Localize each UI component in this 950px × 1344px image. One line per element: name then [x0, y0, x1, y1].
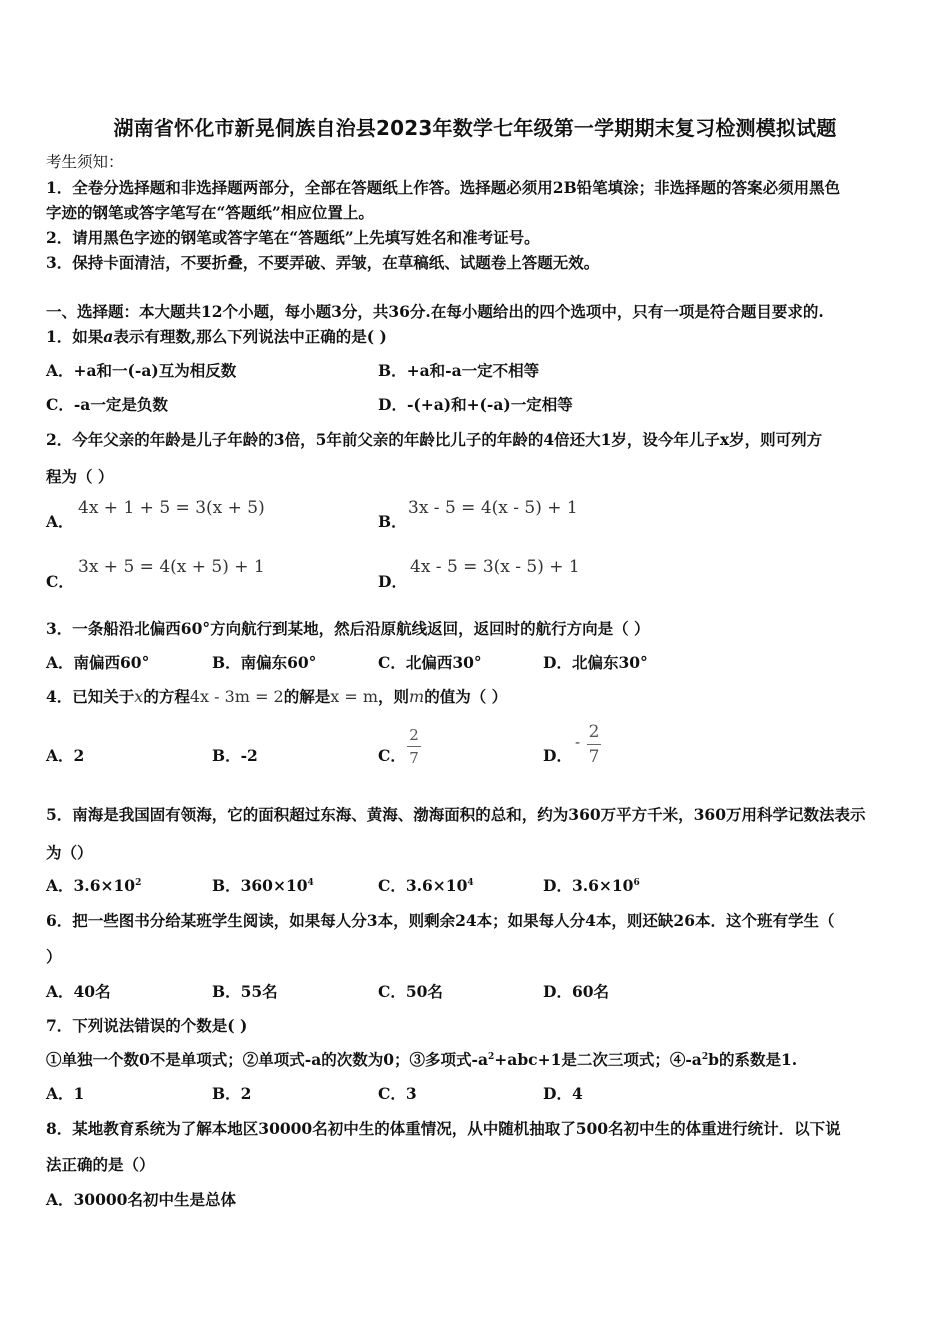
notice-item: 3．保持卡面清洁，不要折叠，不要弄破、弄皱，在草稿纸、试题卷上答题无效。 [46, 253, 600, 272]
q7-option-d: D．4 [543, 1084, 583, 1103]
q3-option-d: D．北偏东30° [543, 653, 648, 672]
q6-option-b: B．55名 [212, 982, 278, 1001]
q4-option-c-fraction: 2 7 [407, 726, 421, 767]
question-6-stem-cont: ） [46, 947, 62, 966]
q1-option-a: A．+a和一(-a)互为相反数 [46, 361, 237, 380]
notice-heading: 考生须知： [46, 153, 124, 171]
q8-option-a: A．30000名初中生是总体 [46, 1190, 236, 1209]
q4-option-d-sign: - [575, 733, 581, 751]
q3-option-b: B．南偏东60° [212, 653, 317, 672]
q1-option-c: C．-a一定是负数 [46, 395, 168, 414]
q1-option-d: D．-(+a)和+(-a)一定相等 [378, 395, 573, 414]
q7-option-b: B．2 [212, 1084, 252, 1103]
question-5-stem-cont: 为（） [46, 843, 93, 862]
section-heading: 一、选择题：本大题共12个小题，每小题3分，共36分.在每小题给出的四个选项中，只有一项是符合题目要求的. [46, 302, 824, 321]
q4-option-a: A．2 [46, 746, 85, 765]
question-2-stem: 2．今年父亲的年龄是儿子年龄的3倍，5年前父亲的年龄比儿子的年龄的4倍还大1岁，设今年儿子x岁，则可列方 [46, 430, 823, 449]
q5-option-d: D．$3.6\times 10^6$ [543, 876, 640, 895]
q4-option-c-label: C． [378, 746, 406, 765]
q4-option-b: B．-2 [212, 746, 258, 765]
question-3-stem: 3．一条船沿北偏西60°方向航行到某地，然后沿原航线返回，返回时的航行方向是（ ） [46, 619, 650, 638]
q7-option-a: A．1 [46, 1084, 85, 1103]
question-2-stem-cont: 程为（ ） [46, 467, 114, 486]
page-title: 湖南省怀化市新晃侗族自治县2023年数学七年级第一学期期末复习检测模拟试题 [113, 116, 837, 140]
question-7-stem: 7．下列说法错误的个数是( ) [46, 1016, 248, 1035]
q2-option-a-equation: 4x + 1 + 5 = 3(x + 5) [78, 498, 265, 518]
q2-option-c-equation: 3x + 5 = 4(x + 5) + 1 [78, 557, 265, 577]
question-6-stem: 6．把一些图书分给某班学生阅读，如果每人分3本，则剩余24本；如果每人分4本，则还缺26本．这个班有学生（ [46, 911, 835, 930]
q4-option-d-label: D． [543, 746, 572, 765]
q5-option-b: B．$360\times 10^4$ [212, 876, 314, 895]
notice-item: 2．请用黑色字迹的钢笔或答字笔在“答题纸”上先填写姓名和准考证号。 [46, 228, 540, 247]
question-5-stem: 5．南海是我国固有领海，它的面积超过东海、黄海、渤海面积的总和，约为360万平方千米，360万用科学记数法表示 [46, 805, 866, 824]
q2-option-d-equation: 4x - 5 = 3(x - 5) + 1 [410, 557, 580, 577]
q3-option-a: A．南偏西60° [46, 653, 150, 672]
q6-option-c: C．50名 [378, 982, 443, 1001]
question-7-detail: ①单独一个数0不是单项式；②单项式-a的次数为0；③多项式$-a^2+abc+1$是二次三项式；$④-a^2b$的系数是1. [46, 1050, 798, 1069]
q2-option-b-equation: 3x - 5 = 4(x - 5) + 1 [408, 498, 578, 518]
q5-option-c: C．$3.6\times 10^4$ [378, 876, 474, 895]
q6-option-d: D．60名 [543, 982, 610, 1001]
question-8-stem: 8．某地教育系统为了解本地区30000名初中生的体重情况，从中随机抽取了500名初中生的体重进行统计．以下说 [46, 1119, 841, 1138]
q2-option-b-label: B． [378, 512, 407, 531]
notice-item: 字迹的钢笔或答字笔写在“答题纸”相应位置上。 [46, 203, 374, 222]
q1-option-b: B．+a和-a一定不相等 [378, 361, 540, 380]
q2-option-a-label: A． [46, 512, 74, 531]
q2-option-c-label: C． [46, 572, 74, 591]
q5-option-a: A．$3.6\times 10^2$ [46, 876, 142, 895]
question-8-stem-cont: 法正确的是（） [46, 1155, 155, 1174]
q3-option-c: C．北偏西30° [378, 653, 482, 672]
notice-item: 1．全卷分选择题和非选择题两部分，全部在答题纸上作答。选择题必须用2B铅笔填涂；非选择题的答案必须用黑色 [46, 178, 841, 197]
q4-option-d-fraction: 2 7 [588, 722, 600, 767]
question-4-stem: 4．已知关于x的方程4x - 3m = 2的解是x = m，则m的值为（ ） [46, 687, 508, 706]
q2-option-d-label: D． [378, 572, 407, 591]
q6-option-a: A．40名 [46, 982, 111, 1001]
question-1-stem: 1．如果a表示有理数,那么下列说法中正确的是( ) [46, 327, 387, 346]
q7-option-c: C．3 [378, 1084, 417, 1103]
